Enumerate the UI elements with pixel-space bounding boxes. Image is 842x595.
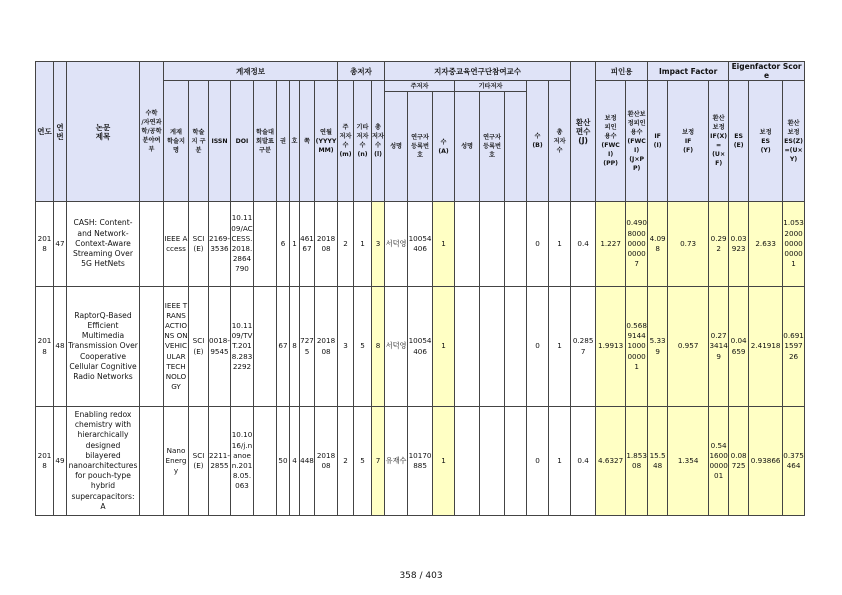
header-total-authors: 총 저자 수 (l) (372, 81, 385, 202)
table-row (36, 407, 805, 516)
row-count-a: 1 (433, 407, 455, 516)
row-journal: IEEE Access (164, 202, 189, 287)
row-no: 48 (54, 287, 67, 407)
row-pub-month: 201808 (315, 407, 338, 516)
header-other-researcher-id: 연구자 등록번 호 (480, 92, 505, 202)
row-total-authors: 8 (372, 287, 385, 407)
header-eligible-participants: 지자중교육연구단참여교수 (385, 62, 571, 81)
row-journal-class: SCI(E) (189, 202, 209, 287)
header-fractional-count: 환산 편수 (J) (571, 62, 596, 202)
row-total-authors: 7 (372, 407, 385, 516)
header-pub-month: 연월 (YYYY MM) (315, 81, 338, 202)
row-fwci-converted: 1.85308 (626, 407, 648, 516)
header-author-count: 총저자 (338, 62, 385, 81)
row-if: 5.339 (648, 287, 668, 407)
header-doi: DOI (231, 81, 254, 202)
row-main-researcher-id: 10054406 (408, 202, 433, 287)
row-participant-total: 1 (549, 287, 571, 407)
row-fractional-count: 0.4 (571, 407, 596, 516)
row-es-corrected: 0.93866 (749, 407, 783, 516)
row-es: 0.08725 (729, 407, 749, 516)
row-if-corrected: 0.73 (668, 202, 709, 287)
row-issn: 2211-2855 (209, 407, 231, 516)
row-title: CASH: Content-and Network-Context-Aware Streaming Over 5G HetNets (67, 202, 140, 287)
header-fwci-converted: 환산보 정피인 용수 (FWCI) (J×PP) (626, 81, 648, 202)
row-es-converted: 0.691159726 (783, 287, 805, 407)
header-if-converted: 환산 보정 IF(X) = (U×F) (709, 81, 729, 202)
header-issn: ISSN (209, 81, 231, 202)
table-row (36, 287, 805, 407)
publication-table-container (35, 61, 805, 516)
row-doi: 10.1016/j.nanoen.2018.05.063 (231, 407, 254, 516)
row-pub-month: 201808 (315, 287, 338, 407)
row-issn: 0018-9545 (209, 287, 231, 407)
header-page: 쪽 (300, 81, 315, 202)
row-fwci-converted: 0.4908000000000007 (626, 202, 648, 287)
header-journal-class: 학술 지 구 분 (189, 81, 209, 202)
row-if: 4.098 (648, 202, 668, 287)
row-issn: 2169-3536 (209, 202, 231, 287)
row-journal: Nano Energy (164, 407, 189, 516)
row-participant-total: 1 (549, 202, 571, 287)
header-conference-type: 학술대 회발표 구분 (254, 81, 277, 202)
header-other-authors: 기타 저자 수 (n) (354, 81, 372, 202)
row-fwci: 4.6327 (596, 407, 626, 516)
header-field-flag: 수학 /자연과 학/공학 분야여 부 (140, 62, 164, 202)
row-other-authors: 5 (354, 407, 372, 516)
row-pub-month: 201808 (315, 202, 338, 287)
row-main-authors: 2 (338, 407, 354, 516)
row-other-name (455, 287, 480, 407)
row-participant-total: 1 (549, 407, 571, 516)
row-if: 15.548 (648, 407, 668, 516)
row-title: Enabling redox chemistry with hierarchically designed bilayered nanoarchitectures for pouch-type hybrid supercapacitors: A (67, 407, 140, 516)
header-es-corrected: 보정 ES (Y) (749, 81, 783, 202)
row-year: 2018 (36, 287, 54, 407)
row-count-b: 0 (527, 202, 549, 287)
row-count-b: 0 (527, 287, 549, 407)
row-field (140, 407, 164, 516)
row-es-converted: 0.375464 (783, 407, 805, 516)
row-fractional-count: 0.4 (571, 202, 596, 287)
header-main-author-group: 주저자 (385, 81, 455, 92)
header-fwci: 보정 피인 용수 (FWC I) (PP) (596, 81, 626, 202)
row-volume: 67 (277, 287, 290, 407)
row-other-authors: 5 (354, 287, 372, 407)
row-fractional-count: 0.2857 (571, 287, 596, 407)
header-other-author-group: 기타저자 (455, 81, 527, 92)
row-other-blank (505, 287, 527, 407)
row-main-authors: 3 (338, 287, 354, 407)
header-no: 연번 (54, 62, 67, 202)
table-body (36, 202, 805, 516)
row-other-researcher-id (480, 202, 505, 287)
row-doi: 10.1109/TVT.2018.2832292 (231, 287, 254, 407)
row-year: 2018 (36, 407, 54, 516)
header-other-name: 성명 (455, 92, 480, 202)
row-other-name (455, 202, 480, 287)
row-fwci-converted: 0.5689144100000001 (626, 287, 648, 407)
row-issue: 8 (290, 287, 300, 407)
row-issue: 4 (290, 407, 300, 516)
row-other-name (455, 407, 480, 516)
row-es-converted: 1.0532000000000001 (783, 202, 805, 287)
row-count-a: 1 (433, 287, 455, 407)
header-count-a: 수 (A) (433, 92, 455, 202)
row-if-converted: 0.541600000001 (709, 407, 729, 516)
row-main-authors: 2 (338, 202, 354, 287)
row-main-name: 서덕영 (385, 287, 408, 407)
row-other-authors: 1 (354, 202, 372, 287)
header-count-b: 수 (B) (527, 81, 549, 202)
row-other-researcher-id (480, 287, 505, 407)
header-main-researcher-id: 연구자 등록번 호 (408, 92, 433, 202)
row-main-name: 유재수 (385, 407, 408, 516)
header-issue: 호 (290, 81, 300, 202)
table-row (36, 202, 805, 287)
row-other-blank (505, 407, 527, 516)
row-es-corrected: 2.41918 (749, 287, 783, 407)
row-if-converted: 0.292 (709, 202, 729, 287)
row-if-corrected: 0.957 (668, 287, 709, 407)
row-main-name: 서덕영 (385, 202, 408, 287)
header-journal-name: 게재 학술지 명 (164, 81, 189, 202)
header-other-blank (505, 92, 527, 202)
row-es: 0.04659 (729, 287, 749, 407)
page-indicator: 358 / 403 (399, 571, 443, 581)
header-impact-factor: Impact Factor (648, 62, 729, 81)
row-journal-class: SCI(E) (189, 407, 209, 516)
row-fwci: 1.227 (596, 202, 626, 287)
row-no: 49 (54, 407, 67, 516)
row-year: 2018 (36, 202, 54, 287)
row-doi: 10.1109/ACCESS.2018.2864790 (231, 202, 254, 287)
header-main-authors: 주 저자 수 (m) (338, 81, 354, 202)
row-conference-type (254, 287, 277, 407)
row-fwci: 1.9913 (596, 287, 626, 407)
row-main-researcher-id: 10054406 (408, 287, 433, 407)
row-page: 46167 (300, 202, 315, 287)
row-total-authors: 3 (372, 202, 385, 287)
row-other-researcher-id (480, 407, 505, 516)
row-field (140, 202, 164, 287)
header-participant-total: 총 저자 수 (549, 81, 571, 202)
row-other-blank (505, 202, 527, 287)
row-volume: 50 (277, 407, 290, 516)
row-title: RaptorQ-Based Efficient Multimedia Transmission Over Cooperative Cellular Cognitive Radio Networks (67, 287, 140, 407)
header-es-converted: 환산 보정 ES(Z) =(U×Y) (783, 81, 805, 202)
header-if-corrected: 보정 IF (F) (668, 81, 709, 202)
header-year: 연도 (36, 62, 54, 202)
row-journal: IEEE TRANSACTIONS ON VEHICULAR TECHNOLOGY (164, 287, 189, 407)
header-volume: 권 (277, 81, 290, 202)
header-publication-info: 게재정보 (164, 62, 338, 81)
row-page: 7275 (300, 287, 315, 407)
row-journal-class: SCI(E) (189, 287, 209, 407)
header-main-name: 성명 (385, 92, 408, 202)
row-conference-type (254, 407, 277, 516)
header-eigenfactor: Eigenfactor Score (729, 62, 805, 81)
row-conference-type (254, 202, 277, 287)
row-es: 0.03923 (729, 202, 749, 287)
row-no: 47 (54, 202, 67, 287)
row-issue: 1 (290, 202, 300, 287)
row-main-researcher-id: 10170885 (408, 407, 433, 516)
row-volume: 6 (277, 202, 290, 287)
row-count-b: 0 (527, 407, 549, 516)
row-if-corrected: 1.354 (668, 407, 709, 516)
row-page: 448 (300, 407, 315, 516)
row-es-corrected: 2.633 (749, 202, 783, 287)
header-citations: 피인용 (596, 62, 648, 81)
header-es: ES (E) (729, 81, 749, 202)
publication-table (35, 61, 805, 516)
header-if: IF (I) (648, 81, 668, 202)
row-count-a: 1 (433, 202, 455, 287)
row-if-converted: 0.2734149 (709, 287, 729, 407)
header-paper-title: 논문 제목 (67, 62, 140, 202)
row-field (140, 287, 164, 407)
